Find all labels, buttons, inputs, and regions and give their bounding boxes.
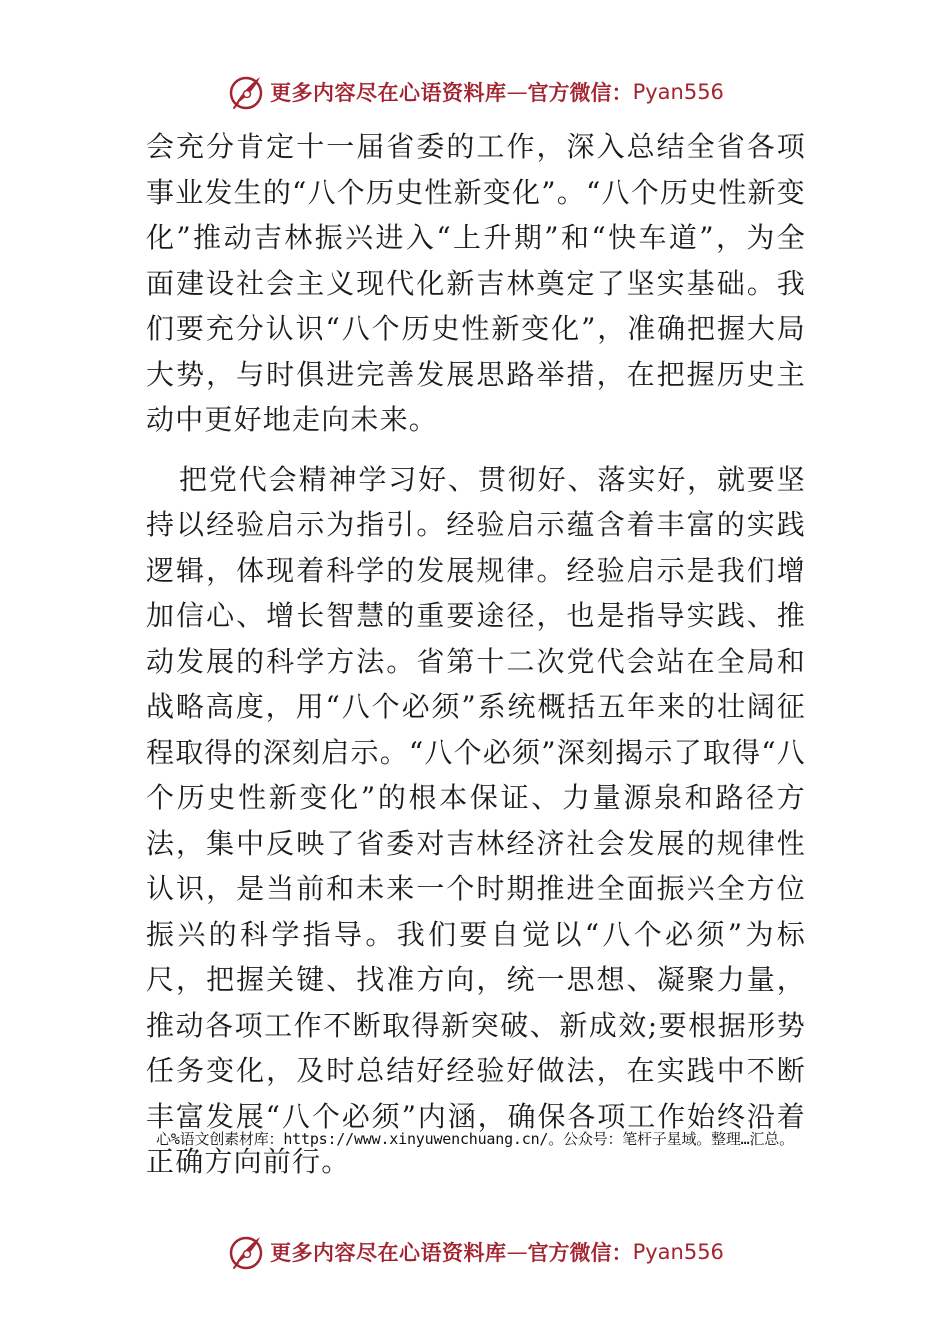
quill-pen-logo-icon	[226, 72, 266, 112]
header-banner	[0, 70, 950, 114]
banner-separator: —	[506, 80, 528, 104]
footer-banner	[0, 1230, 950, 1274]
document-body	[146, 124, 806, 1185]
banner-wechat-id: Pyan556	[632, 1240, 724, 1264]
quill-pen-logo-icon	[226, 1232, 266, 1272]
paragraph-2: 把党代会精神学习好、贯彻好、落实好，就要坚持以经验启示为指引。经验启示蕴含着丰富的实践逻辑，体现着科学的发展规律。经验启示是我们增加信心、增长智慧的重要途径，也是指导实践、推动发展的科学方法。省第十二次党代会站在全局和战略高度，用“八个必须”系统概括五年来的壮阔征程取得的深刻启示。“八个必须”深刻揭示了取得“八个历史性新变化”的根本保证、力量源泉和路径方法，集中反映了省委对吉林经济社会发展的规律性认识，是当前和未来一个时期推进全面振兴全方位振兴的科学指导。我们要自觉以“八个必须”为标尺，把握关键、找准方向，统一思想、凝聚力量，推动各项工作不断取得新突破、新成效;要根据形势任务变化，及时总结好经验好做法，在实践中不断丰富发展“八个必须”内涵，确保各项工作始终沿着正确方向前行。	[146, 462, 806, 1178]
paragraph-1: 会充分肯定十一届省委的工作，深入总结全省各项事业发生的“八个历史性新变化”。“八个历史性新变化”推动吉林振兴进入“上升期”和“快车道”，为全面建设社会主义现代化新吉林奠定了坚实基础。我们要充分认识“八个历史性新变化”，准确把握大局大势，与时俱进完善发展思路举措，在把握历史主动中更好地走向未来。	[146, 130, 806, 436]
banner-wechat-label: 官方微信：	[527, 80, 633, 105]
banner-wechat-label: 官方微信：	[527, 1240, 633, 1265]
banner-separator: —	[506, 1240, 528, 1264]
banner-slogan: 更多内容尽在心语资料库	[270, 1240, 507, 1265]
source-footnote: 心%语文创素材库：https://www.xinyuwenchuang.cn/。公众号：笔杆子星域。整理…汇总。	[156, 1130, 794, 1148]
banner-wechat-id: Pyan556	[632, 80, 724, 104]
banner-slogan: 更多内容尽在心语资料库	[270, 80, 507, 105]
